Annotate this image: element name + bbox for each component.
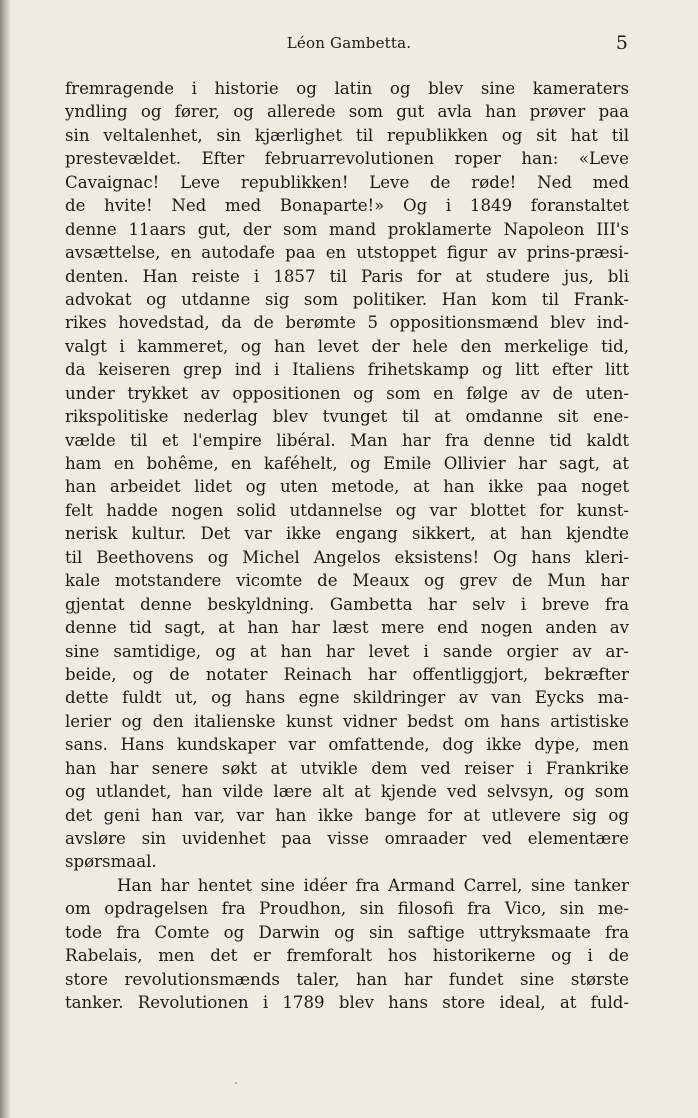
text-line: de hvite! Ned med Bonaparte!» Og i 1849 foranstaltet — [65, 196, 629, 216]
text-line: lerier og den italienske kunst vidner bedst om hans artistiske — [65, 711, 629, 731]
text-line: rikes hovedstad, da de berømte 5 oppositionsmænd blev ind- — [65, 313, 629, 333]
text-line: det geni han var, var han ikke bange for at utlevere sig og — [65, 805, 629, 825]
text-line: til Beethovens og Michel Angelos eksistens! Og hans kleri- — [65, 547, 629, 567]
text-line: yndling og fører, og allerede som gut avla han prøver paa — [65, 102, 629, 122]
text-line: nerisk kultur. Det var ikke engang sikkert, at han kjendte — [65, 524, 629, 544]
text-line: ham en bohême, en kaféhelt, og Emile Ollivier har sagt, at — [65, 454, 629, 473]
text-line: store revolutionsmænds taler, han har fundet sine største — [65, 969, 629, 989]
page-number: 5 — [615, 32, 628, 54]
text-line: rikspolitiske nederlag blev tvunget til at omdanne sit ene- — [65, 407, 629, 427]
text-line-paragraph-end: spørsmaal. — [65, 852, 157, 872]
text-line: valgt i kammeret, og han levet der hele den merkelige tid, — [65, 336, 629, 356]
text-line: beide, og de notater Reinach har offentliggjort, bekræfter — [65, 664, 629, 684]
text-line: og utlandet, han vilde lære alt at kjende ved selvsyn, og som — [65, 782, 629, 802]
text-line: tanker. Revolutionen i 1789 blev hans store ideal, at fuld- — [65, 993, 629, 1013]
text-line: Rabelais, men det er fremforalt hos historikerne og i de — [65, 946, 629, 966]
paper-speck — [235, 1082, 237, 1084]
text-line: advokat og utdanne sig som politiker. Han kom til Frank- — [65, 289, 629, 309]
text-line: da keiseren grep ind i Italiens frihetskamp og litt efter litt — [65, 360, 629, 380]
text-line: denten. Han reiste i 1857 til Paris for at studere jus, bli — [65, 266, 629, 286]
text-line: denne tid sagt, at han har læst mere end nogen anden av — [65, 618, 629, 638]
running-title: Léon Gambetta. — [286, 34, 412, 52]
text-line: avsløre sin uvidenhet paa visse omraader ved elementære — [65, 829, 629, 848]
text-line: under trykket av oppositionen og som en følge av de uten- — [65, 383, 629, 403]
body-text — [65, 77, 629, 1015]
text-line-paragraph-start: Han har hentet sine idéer fra Armand Carrel, sine tanker — [117, 875, 629, 895]
text-line: sin veltalenhet, sin kjærlighet til republikken og sit hat til — [65, 125, 629, 145]
text-line: Cavaignac! Leve republikken! Leve de røde! Ned med — [65, 172, 629, 192]
text-line: kale motstandere vicomte de Meaux og grev de Mun har — [65, 571, 629, 591]
text-line: vælde til et l'empire libéral. Man har fra denne tid kaldt — [65, 430, 629, 450]
text-line: prestevældet. Efter februarrevolutionen roper han: «Leve — [65, 149, 629, 169]
text-line: avsættelse, en autodafe paa en utstoppet figur av prins-præsi- — [65, 243, 629, 263]
book-spine-shadow — [0, 0, 10, 1118]
text-line: sine samtidige, og at han har levet i sande orgier av ar- — [65, 641, 629, 661]
text-line: tode fra Comte og Darwin og sin saftige uttryksmaate fra — [65, 922, 629, 942]
text-line: sans. Hans kundskaper var omfattende, dog ikke dype, men — [65, 735, 629, 755]
text-line: felt hadde nogen solid utdannelse og var blottet for kunst- — [65, 500, 629, 520]
text-line: han arbeidet lidet og uten metode, at han ikke paa noget — [65, 477, 629, 497]
text-line: gjentat denne beskyldning. Gambetta har selv i breve fra — [65, 594, 629, 614]
text-line: dette fuldt ut, og hans egne skildringer av van Eycks ma- — [65, 688, 629, 708]
text-line: fremragende i historie og latin og blev sine kameraters — [65, 79, 629, 98]
text-line: denne 11aars gut, der som mand proklamerte Napoleon III's — [65, 219, 629, 239]
text-line: han har senere søkt at utvikle dem ved reiser i Frankrike — [65, 758, 629, 778]
page-header — [0, 34, 698, 60]
text-line: om opdragelsen fra Proudhon, sin filosofi fra Vico, sin me- — [65, 899, 629, 919]
